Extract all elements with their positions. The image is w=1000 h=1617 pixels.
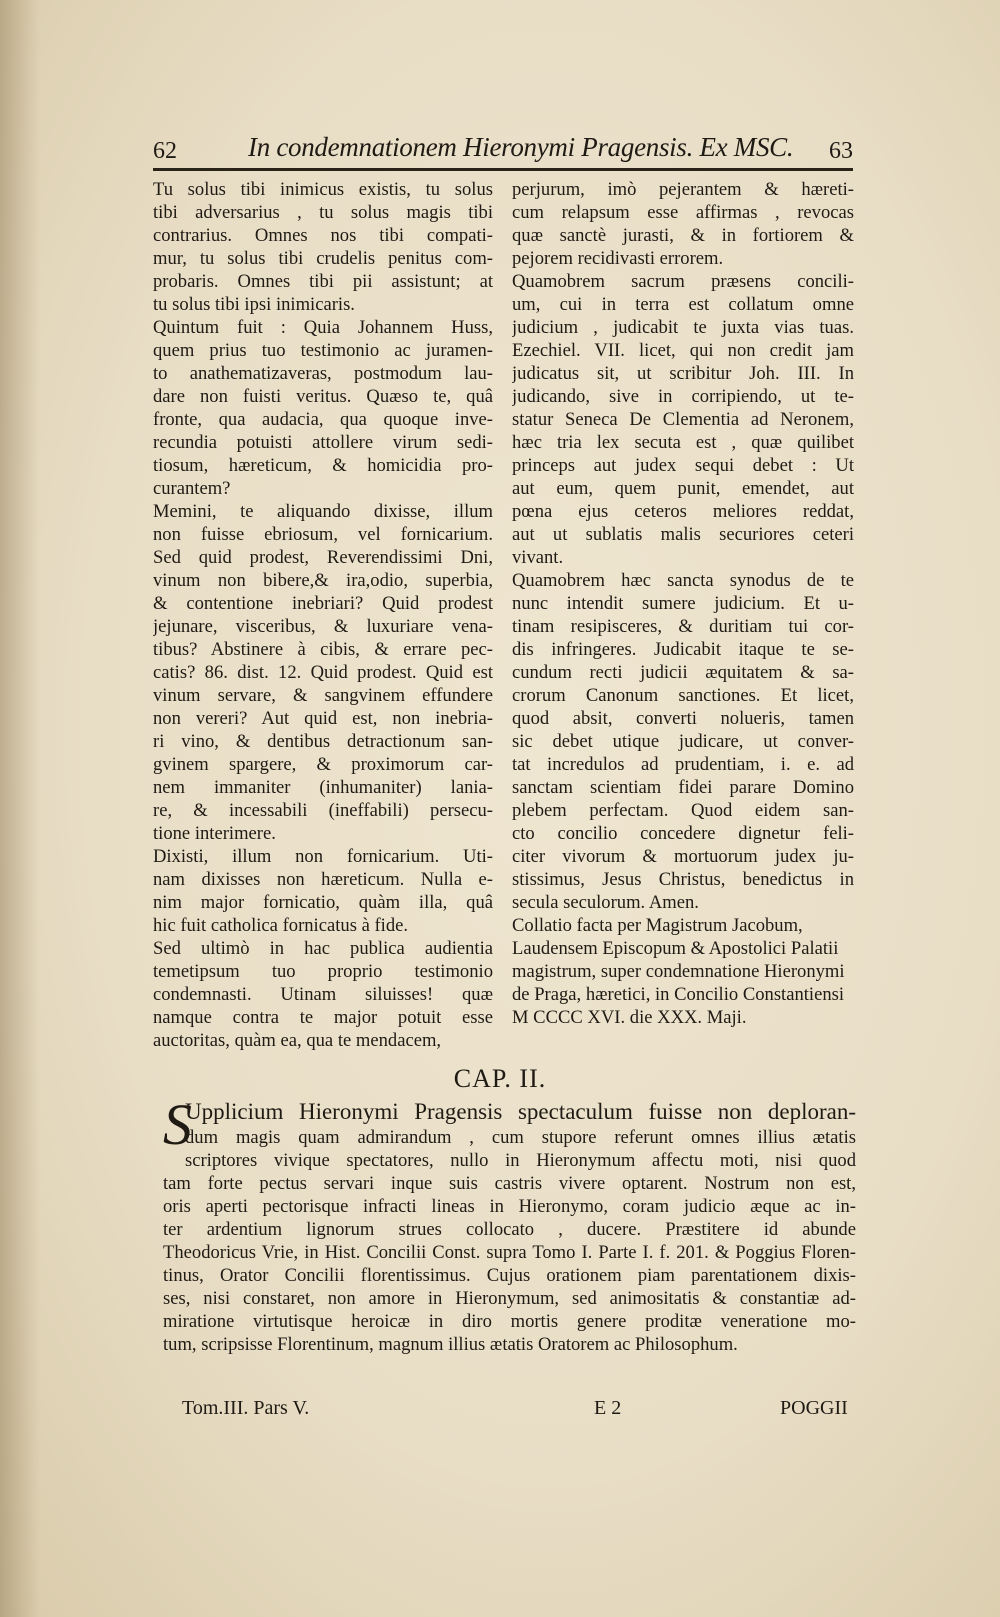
text-line: Collatio facta per Magistrum Jacobum, <box>512 915 803 936</box>
chapter-line: Theodoricus Vrie, in Hist. Concilii Const. supra Tomo I. Parte I. f. 201. & Poggius Floren- <box>163 1242 856 1263</box>
text-line: aut eum, quem punit, emendet, aut <box>512 478 854 499</box>
text-line: hæc tria lex secuta est , quæ quilibet <box>512 432 854 453</box>
text-line: nam dixisses non hæreticum. Nulla e- <box>153 869 493 890</box>
page-number-right: 63 <box>829 138 853 164</box>
chapter-line: scriptores vivique spectatores, nullo in Hieronymum affectu moti, nisi quod <box>185 1150 856 1171</box>
text-line: tibus? Abstinere à cibis, & errare pec- <box>153 639 493 660</box>
text-line: secula seculorum. Amen. <box>512 892 699 913</box>
text-line: jejunare, visceribus, & luxuriare vena- <box>153 616 493 637</box>
text-line: Memini, te aliquando dixisse, illum <box>153 501 493 522</box>
text-line: fronte, qua audacia, qua quoque inve- <box>153 409 493 430</box>
text-line: quæ sanctè jurasti, & in fortiorem & <box>512 225 854 246</box>
text-line: hic fuit catholica fornicatus à fide. <box>153 915 409 936</box>
text-line: vinum servare, & sangvinem effundere <box>153 685 493 706</box>
text-line: tione interimere. <box>153 823 276 844</box>
text-line: Quamobrem hæc sancta synodus de te <box>512 570 854 591</box>
text-line: non fuisse ebriosum, vel fornicarium. <box>153 524 493 545</box>
chapter-line: miratione virtutisque heroicæ in diro mortis genere proditæ veneratione mo- <box>163 1311 856 1332</box>
text-line: statur Seneca De Clementia ad Neronem, <box>512 409 854 430</box>
text-line: cto concilio concedere dignetur feli- <box>512 823 854 844</box>
text-line: um, cui in terra est collatum omne <box>512 294 854 315</box>
header-rule <box>153 168 853 171</box>
text-line: recundia potuisti attollere virum sedi- <box>153 432 493 453</box>
text-line: nunc intendit sumere judicium. Et u- <box>512 593 854 614</box>
text-line: sanctam scientiam fidei parare Domino <box>512 777 854 798</box>
chapter-line: ter ardentium lignorum strues collocato , ducere. Præstitere id abunde <box>163 1219 856 1240</box>
chapter-text <box>163 1092 856 1356</box>
text-line: judicando, sive in corripiendo, ut te- <box>512 386 854 407</box>
drop-cap: S <box>163 1092 192 1157</box>
text-line: catis? 86. dist. 12. Quid prodest. Quid est <box>153 662 493 683</box>
running-title: In condemnationem Hieronymi Pragensis. Ex MSC. <box>248 132 794 162</box>
text-line: nim major fornicatio, quàm illa, quâ <box>153 892 493 913</box>
page-header <box>153 130 853 164</box>
text-line: pejorem recidivasti errorem. <box>512 248 724 269</box>
text-line: aut ut sublatis malis securiores ceteri <box>512 524 854 545</box>
text-line: quod absit, converti nolueris, tamen <box>512 708 854 729</box>
text-line: cum relapsum esse affirmas , revocas <box>512 202 854 223</box>
chapter-heading: CAP. II. <box>453 1064 547 1093</box>
text-line: tiosum, hæreticum, & homicidia pro- <box>153 455 493 476</box>
text-line: re, & incessabili (ineffabili) persecu- <box>153 800 493 821</box>
left-column <box>153 178 493 1052</box>
text-line: tibi adversarius , tu solus magis tibi <box>153 202 493 223</box>
text-line: namque contra te major potuit esse <box>153 1007 493 1028</box>
text-line: Quintum fuit : Quia Johannem Huss, <box>153 317 493 338</box>
chapter-line: tinus, Orator Concilii florentissimus. Cujus orationem piam parentationem dixis- <box>163 1265 856 1286</box>
text-line: quem prius tuo testimonio ac juramen- <box>153 340 493 361</box>
text-line: Ezechiel. VII. licet, qui non credit jam <box>512 340 854 361</box>
text-line: vinum non bibere,& ira,odio, superbia, <box>153 570 493 591</box>
text-line: tu solus tibi ipsi inimicaris. <box>153 294 355 315</box>
text-line: Quamobrem sacrum præsens concili- <box>512 271 854 292</box>
chapter-line: oris aperti pectorisque infracti lineas in Hieronymo, coram judicio æque ac in- <box>163 1196 856 1217</box>
text-line: plebem perfectam. Quod eidem san- <box>512 800 854 821</box>
page-footer <box>0 1397 1000 1427</box>
right-column <box>512 178 854 1029</box>
text-line: crorum Canonum sanctiones. Et licet, <box>512 685 854 706</box>
text-line: to anathematizaveras, postmodum lau- <box>153 363 493 384</box>
text-line: ri vino, & dentibus detractionum san- <box>153 731 493 752</box>
text-line: judicatus sit, ut scribitur Joh. III. In <box>512 363 854 384</box>
chapter-line: tum, scripsisse Florentinum, magnum illius ætatis Oratorem ac Philosophum. <box>163 1334 738 1355</box>
text-line: & contentione inebriari? Quid prodest <box>153 593 493 614</box>
text-line: pœna ejus ceteros meliores reddat, <box>512 501 854 522</box>
text-line: gvinem spargere, & proximorum car- <box>153 754 493 775</box>
text-line: perjurum, imò pejerantem & hæreti- <box>512 179 854 200</box>
text-line: condemnasti. Utinam siluisses! quæ <box>153 984 493 1005</box>
text-line: cundum recti judicii æquitatem & sa- <box>512 662 854 683</box>
text-line: sic debet utique judicare, ut conver- <box>512 731 854 752</box>
text-line: nem immaniter (inhumaniter) lania- <box>153 777 493 798</box>
text-line: mur, tu solus tibi crudelis penitus com- <box>153 248 493 269</box>
chapter-line: ses, nisi constaret, non amore in Hieronymum, sed animositatis & constantiæ ad- <box>163 1288 856 1309</box>
text-line: non vereri? Aut quid est, non inebria- <box>153 708 493 729</box>
text-line: judicium , judicabit te juxta vias tuas. <box>512 317 854 338</box>
text-line: dare non fuisti veritus. Quæso te, quâ <box>153 386 493 407</box>
text-line: de Praga, hæretici, in Concilio Constantiensi <box>512 984 845 1005</box>
text-line: tat incredulos ad prudentiam, i. e. ad <box>512 754 854 775</box>
text-line: auctoritas, quàm ea, qua te mendacem, <box>153 1030 442 1051</box>
text-line: contrarius. Omnes nos tibi compati- <box>153 225 493 246</box>
chapter-line: tam forte pectus servari inque suis castris vivere optarent. Nostrum non est, <box>163 1173 856 1194</box>
text-line: dis infringeres. Judicabit itaque te se- <box>512 639 854 660</box>
text-line: tinam resipisceres, & duritiam tui cor- <box>512 616 854 637</box>
text-line: Tu solus tibi inimicus existis, tu solus <box>153 179 493 200</box>
text-line: probaris. Omnes tibi pii assistunt; at <box>153 271 493 292</box>
text-line: citer vivorum & mortuorum judex ju- <box>512 846 854 867</box>
signature-mark: E 2 <box>594 1397 622 1419</box>
binding-shadow <box>0 0 40 1617</box>
page-number-left: 62 <box>153 138 177 164</box>
chapter-line: Upplicium Hieronymi Pragensis spectaculum fuisse non deploran- <box>185 1099 856 1124</box>
text-line: vivant. <box>512 547 564 568</box>
text-line: Sed quid prodest, Reverendissimi Dni, <box>153 547 493 568</box>
text-line: Dixisti, illum non fornicarium. Uti- <box>153 846 493 867</box>
text-line: magistrum, super condemnatione Hieronymi <box>512 961 845 982</box>
text-line: princeps aut judex sequi debet : Ut <box>512 455 854 476</box>
text-line: Sed ultimò in hac publica audientia <box>153 938 493 959</box>
text-line: M CCCC XVI. die XXX. Maji. <box>512 1007 747 1028</box>
text-line: temetipsum tuo proprio testimonio <box>153 961 493 982</box>
text-line: curantem? <box>153 478 231 499</box>
volume-note: Tom.III. Pars V. <box>182 1397 310 1419</box>
chapter-line: dum magis quam admirandum , cum stupore referunt omnes illius ætatis <box>185 1127 856 1148</box>
text-line: stissimus, Jesus Christus, benedictus in <box>512 869 854 890</box>
text-line: Laudensem Episcopum & Apostolici Palatii <box>512 938 839 959</box>
catchword: POGGII <box>780 1397 848 1419</box>
